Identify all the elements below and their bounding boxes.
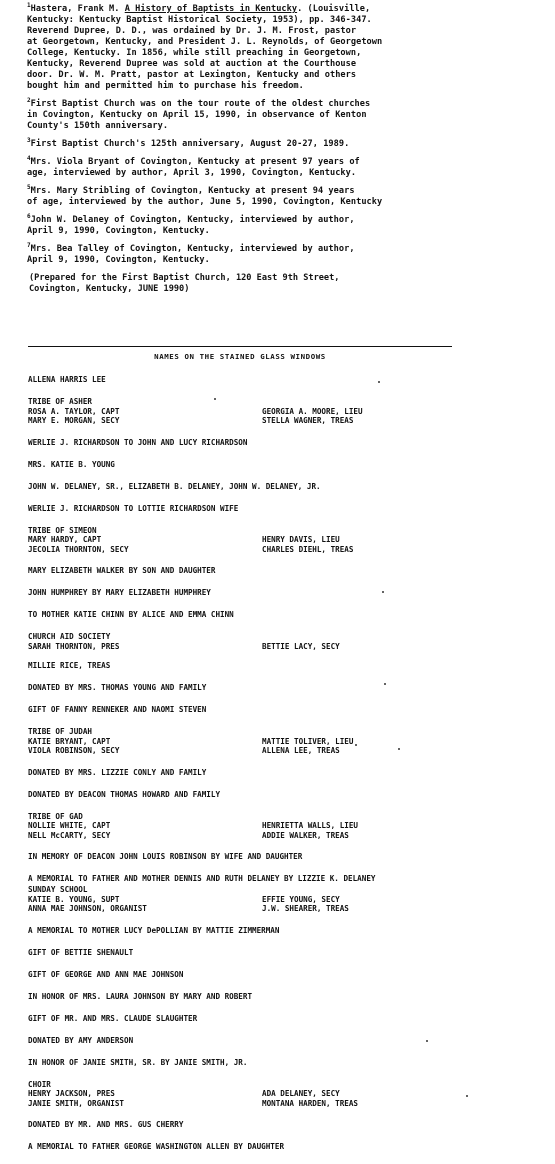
- list-item: A MEMORIAL TO FATHER AND MOTHER DENNIS AND RUTH DELANEY BY LIZZIE K. DELANEY: [28, 874, 376, 883]
- footnote-number: 2: [27, 97, 31, 104]
- list-item: GIFT OF MR. AND MRS. CLAUDE SLAUGHTER: [28, 1013, 198, 1023]
- group-title: CHOIR: [28, 1079, 51, 1089]
- footnote-6: $^6$John W. Delaney of Covington, Kentucky, interviewed by author, April 9, 1990, Covington, Kentucky.: [27, 213, 355, 236]
- list-item: MARY ELIZABETH WALKER BY SON AND DAUGHTER: [28, 566, 216, 575]
- list-item: MRS. KATIE B. YOUNG: [28, 459, 115, 469]
- list-item: MILLIE RICE, TREAS: [28, 661, 111, 670]
- scan-speck: [214, 398, 216, 400]
- footnote-4: $^4$Mrs. Viola Bryant of Covington, Kentucky at present 97 years of age, interviewed by author, April 3, 1990, Covington, Kentucky.: [27, 155, 360, 178]
- list-item: DONATED BY AMY ANDERSON: [28, 1035, 134, 1045]
- church-aid-society: CHURCH AID SOCIETY SARAH THORNTON, PRES BETTIE LACY, SECY: [28, 632, 548, 651]
- footnote-7: $^7$Mrs. Bea Talley of Covington, Kentucky, interviewed by author, April 9, 1990, Covington, Kentucky.: [27, 242, 355, 265]
- sunday-school: SUNDAY SCHOOL KATIE B. YOUNG, SUPT EFFIE YOUNG, SECY ANNA MAE JOHNSON, ORGANIST J.W. SHEARER, TREAS: [28, 885, 548, 914]
- list-item: GIFT OF GEORGE AND ANN MAE JOHNSON: [28, 969, 184, 979]
- list-item: GIFT OF FANNY RENNEKER AND NAOMI STEVEN: [28, 705, 207, 714]
- footnote-number: 7: [27, 242, 31, 249]
- list-item: DONATED BY MR. AND MRS. GUS CHERRY: [28, 1120, 184, 1129]
- section-heading: NAMES ON THE STAINED GLASS WINDOWS: [154, 352, 326, 361]
- section-divider: [28, 346, 452, 347]
- footnote-number: 5: [27, 184, 31, 191]
- footnote-1: $^1$Hastera, Frank M. A History of Baptists in Kentucky. (Louisville, Kentucky: Kentucky Baptist Historical Society, 1953), pp. 346-347. Reverend Dupree, D. D., was ordained by Dr. J. M. Frost, pastor at Georgetown, Kentucky, and President J. L. Reynolds, of Georgetown College, Kentucky. In 1856, while still preaching in Georgetown, Kentucky, Reverend Dupree was sold at auction at the Courthouse door. Dr. W. M. Pratt, pastor at Lexington, Kentucky and others bought him and permitted him to purchase his freedom.: [27, 2, 383, 91]
- scan-speck: [466, 1095, 468, 1097]
- footnote-number: 3: [27, 137, 31, 144]
- footnotes: [27, 4, 547, 295]
- list-item: IN HONOR OF MRS. LAURA JOHNSON BY MARY AND ROBERT: [28, 991, 253, 1001]
- list-item: TO MOTHER KATIE CHINN BY ALICE AND EMMA CHINN: [28, 610, 234, 619]
- footnote-number: 6: [27, 213, 31, 220]
- scan-speck: [355, 744, 357, 746]
- prepared-for-note: (Prepared for the First Baptist Church, 120 East 9th Street, Covington, Kentucky, JUNE 1990): [29, 273, 340, 294]
- list-item: A MEMORIAL TO FATHER GEORGE WASHINGTON ALLEN BY DAUGHTER: [28, 1142, 285, 1151]
- book-title: A History of Baptists in Kentucky: [124, 4, 298, 14]
- scan-speck: [382, 591, 384, 593]
- tribe-of-judah: TRIBE OF JUDAH KATIE BRYANT, CAPT MATTIE TOLIVER, LIEU VIOLA ROBINSON, SECY ALLENA LEE, TREAS: [28, 727, 548, 756]
- list-item: WERLIE J. RICHARDSON TO LOTTIE RICHARDSON WIFE: [28, 503, 239, 513]
- footnote-number: 1: [27, 2, 31, 9]
- list-item: DONATED BY DEACON THOMAS HOWARD AND FAMILY: [28, 789, 221, 799]
- list-item: ALLENA HARRIS LEE: [28, 375, 106, 384]
- scan-speck: [398, 748, 400, 750]
- list-item: JOHN W. DELANEY, SR., ELIZABETH B. DELANEY, JOHN W. DELANEY, JR.: [28, 481, 321, 491]
- tribe-of-asher: TRIBE OF ASHER ROSA A. TAYLOR, CAPT GEORGIA A. MOORE, LIEU MARY E. MORGAN, SECY STELLA WAGNER, TREAS: [28, 397, 548, 426]
- list-item: IN HONOR OF JANIE SMITH, SR. BY JANIE SMITH, JR.: [28, 1057, 248, 1067]
- tribe-of-gad: TRIBE OF GAD NOLLIE WHITE, CAPT HENRIETTA WALLS, LIEU NELL McCARTY, SECY ADDIE WALKER, TREAS: [28, 812, 548, 841]
- window-names-list: [28, 352, 548, 1164]
- list-item: WERLIE J. RICHARDSON TO JOHN AND LUCY RICHARDSON: [28, 437, 248, 447]
- choir: CHOIR HENRY JACKSON, PRES ADA DELANEY, SECY JANIE SMITH, ORGANIST MONTANA HARDEN, TREAS: [28, 1080, 548, 1109]
- list-item: DONATED BY MRS. THOMAS YOUNG AND FAMILY: [28, 683, 207, 692]
- footnote-number: 4: [27, 155, 31, 162]
- group-title: SUNDAY SCHOOL: [28, 885, 88, 894]
- footnote-3: $^3$First Baptist Church's 125th anniversary, August 20-27, 1989.: [27, 137, 350, 149]
- list-item: DONATED BY MRS. LIZZIE CONLY AND FAMILY: [28, 767, 207, 777]
- scan-speck: [426, 1040, 428, 1042]
- group-title: TRIBE OF SIMEON: [28, 525, 97, 535]
- scan-speck: [378, 381, 380, 383]
- group-title: CHURCH AID SOCIETY: [28, 632, 111, 641]
- footnote-5: $^5$Mrs. Mary Stribling of Covington, Kentucky at present 94 years of age, interviewed by the author, June 5, 1990, Covington, Kentucky: [27, 184, 383, 207]
- group-title: TRIBE OF GAD: [28, 811, 83, 821]
- list-item: A MEMORIAL TO MOTHER LUCY DePOLLIAN BY MATTIE ZIMMERMAN: [28, 925, 280, 935]
- scan-speck: [384, 683, 386, 685]
- list-item: IN MEMORY OF DEACON JOHN LOUIS ROBINSON BY WIFE AND DAUGHTER: [28, 852, 303, 861]
- group-title: TRIBE OF JUDAH: [28, 727, 93, 736]
- group-title: TRIBE OF ASHER: [28, 397, 93, 406]
- footnote-2: $^2$First Baptist Church was on the tour route of the oldest churches in Covington, Kentucky on April 15, 1990, in observance of Kenton County's 150th anniversary.: [27, 97, 371, 131]
- tribe-of-simeon: TRIBE OF SIMEON MARY HARDY, CAPT HENRY DAVIS, LIEU JECOLIA THORNTON, SECY CHARLES DIEHL, TREAS: [28, 526, 548, 555]
- list-item: GIFT OF BETTIE SHENAULT: [28, 947, 134, 957]
- list-item: JOHN HUMPHREY BY MARY ELIZABETH HUMPHREY: [28, 588, 211, 597]
